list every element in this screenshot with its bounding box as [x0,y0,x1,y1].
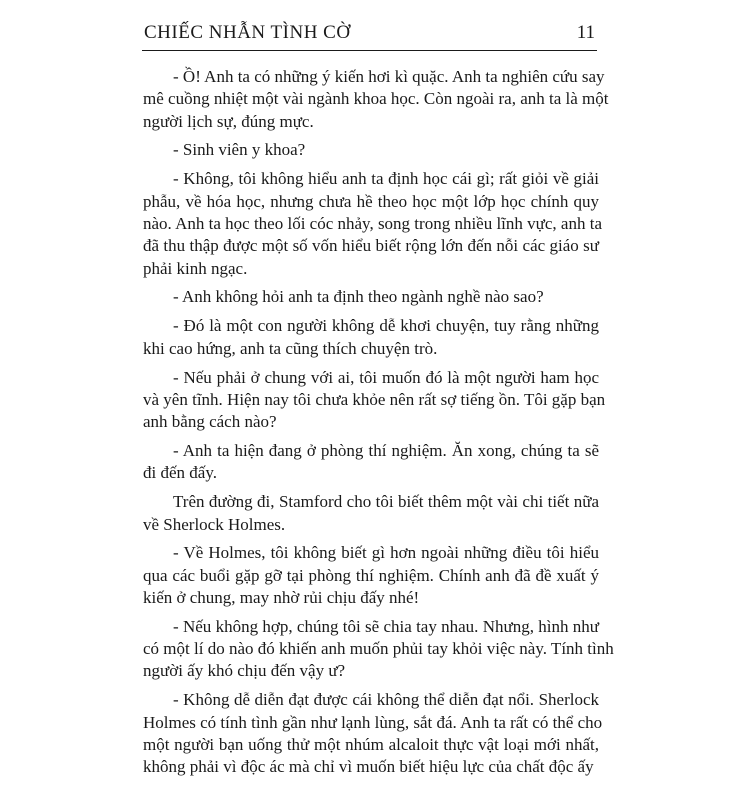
paragraph [143,542,599,609]
text-line: một người bạn uống thử một nhúm alcaloit thực vật loại mới nhất, [143,734,599,754]
text-line: phẫu, về hóa học, nhưng chưa hề theo học một lớp học chính quy [143,191,599,211]
text-line: - Về Holmes, tôi không biết gì hơn ngoài những điều tôi hiểu [173,543,599,563]
text-line: - Không, tôi không hiểu anh ta định học cái gì; rất giỏi về giải [173,169,599,189]
paragraph [143,139,599,161]
page-number: 11 [576,22,595,43]
text-line: - Nếu phải ở chung với ai, tôi muốn đó là một người ham học [173,367,599,387]
text-line: Holmes có tính tình gần như lạnh lùng, sắt đá. Anh ta rất có thể cho [143,712,603,732]
text-line: - Sinh viên y khoa? [173,140,306,160]
paragraph [143,315,599,360]
paragraph [143,286,599,308]
text-line: - Đó là một con người không dễ khơi chuyện, tuy rằng những [173,316,599,336]
text-line: có một lí do nào đó khiến anh muốn phủi tay khỏi việc này. Tính tình [143,639,614,659]
text-line: người ấy khó chịu đến vậy ư? [143,661,346,681]
text-line: khi cao hứng, anh ta cũng thích chuyện trò. [143,338,438,358]
text-line: anh bằng cách nào? [143,412,277,432]
text-line: mê cuồng nhiệt một vài ngành khoa học. Còn ngoài ra, anh ta là một [143,89,609,109]
text-line: - Không dễ diễn đạt được cái không thể diễn đạt nổi. Sherlock [173,690,599,710]
paragraph [143,440,599,485]
text-line: không phải vì độc ác mà chỉ vì muốn biết hiệu lực của chất độc ấy [143,757,594,777]
paragraph [143,689,603,778]
paragraph [143,616,614,683]
text-line: và yên tĩnh. Hiện nay tôi chưa khỏe nên rất sợ tiếng ồn. Tôi gặp bạn [143,389,606,409]
text-line: về Sherlock Holmes. [143,514,286,534]
paragraph [143,367,606,434]
text-line: qua các buổi gặp gỡ tại phòng thí nghiệm. Chính anh đã đề xuất ý [143,565,599,585]
text-line: - Nếu không hợp, chúng tôi sẽ chia tay nhau. Nhưng, hình như [173,616,599,636]
text-line: người lịch sự, đúng mực. [143,111,314,131]
paragraph [143,491,599,536]
page-header [142,20,597,51]
text-line: phải kinh ngạc. [143,258,248,278]
running-title: CHIẾC NHẪN TÌNH CỜ [144,22,351,43]
text-line: Trên đường đi, Stamford cho tôi biết thêm một vài chi tiết nữa [173,492,599,512]
text-line: kiến ở chung, may nhờ rủi chịu đấy nhé! [143,587,420,607]
paragraph [143,168,602,279]
text-line: nào. Anh ta học theo lối cóc nhảy, song trong nhiều lĩnh vực, anh ta [143,213,602,233]
paragraph [143,66,609,133]
text-line: - Ồ! Anh ta có những ý kiến hơi kì quặc. Anh ta nghiên cứu say [173,67,605,86]
body-text [143,66,614,785]
text-line: - Anh không hỏi anh ta định theo ngành nghề nào sao? [173,287,544,307]
text-line: đã thu thập được một số vốn hiểu biết rộng lớn đến nỗi các giáo sư [143,236,599,256]
text-line: - Anh ta hiện đang ở phòng thí nghiệm. Ăn xong, chúng ta sẽ [173,441,599,461]
text-line: đi đến đấy. [143,463,217,483]
